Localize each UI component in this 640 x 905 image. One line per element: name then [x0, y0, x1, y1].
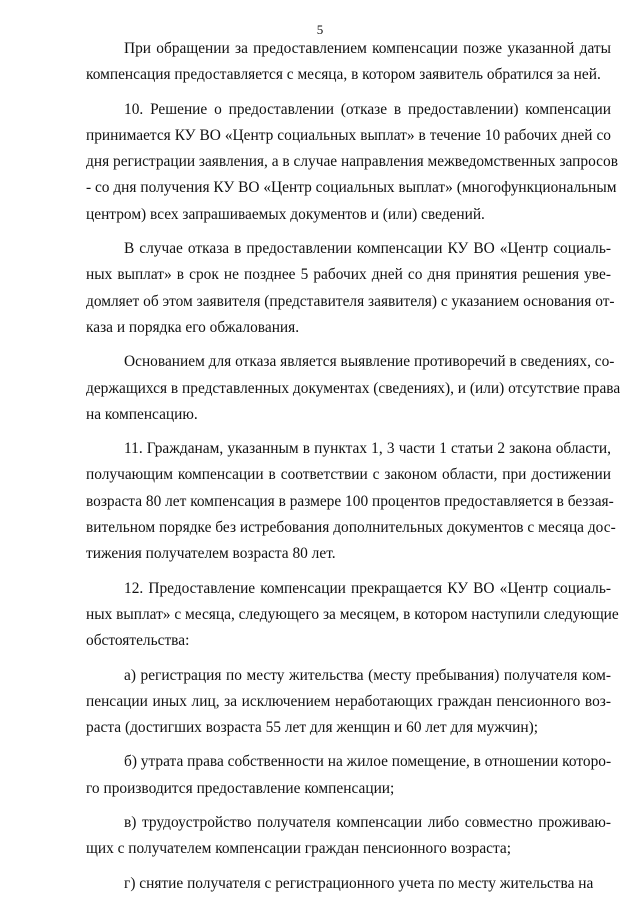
text-line: а) регистрация по месту жительства (месту пребывания) получателя ком-: [124, 666, 611, 684]
paragraph: [86, 810, 611, 863]
paragraph-gap: [86, 741, 611, 749]
text-line: г) снятие получателя с регистрационного учета по месту жительства на: [124, 874, 594, 892]
text-line: ных выплат» в срок не позднее 5 рабочих дней со дня принятия решения уве-: [86, 266, 611, 284]
paragraph-gap: [86, 89, 611, 97]
paragraph-gap: [86, 228, 611, 236]
text-line: держащихся в представленных документах (сведениях), и (или) отсутствие права: [86, 379, 621, 397]
text-line: пенсации иных лиц, за исключением неработающих граждан пенсионного воз-: [86, 692, 611, 710]
paragraph: [86, 97, 618, 228]
text-line: - со дня получения КУ ВО «Центр социальных выплат» (многофункциональным: [86, 179, 617, 197]
paragraph: [86, 236, 615, 341]
paragraph-gap: [86, 655, 611, 663]
text-line: щих с получателем компенсации граждан пенсионного возраста;: [86, 840, 512, 858]
text-line: возраста 80 лет компенсация в размере 100 процентов предоставляется в беззая-: [86, 492, 614, 510]
paragraph-gap: [86, 428, 611, 436]
paragraph: [86, 749, 611, 802]
text-line: го производится предоставление компенсации;: [86, 779, 395, 797]
text-line: домляет об этом заявителя (представителя заявителя) с указанием основания от-: [86, 292, 615, 310]
page-number: 5: [316, 22, 324, 37]
text-line: получающим компенсации в соответствии с законом области, при достижении: [86, 466, 611, 484]
text-line: вительном порядке без истребования дополнительных документов с месяца дос-: [86, 519, 616, 537]
text-line: 12. Предоставление компенсации прекращается КУ ВО «Центр социаль-: [124, 579, 611, 597]
text-line: б) утрата права собственности на жилое помещение, в отношении которо-: [124, 753, 612, 771]
paragraph-gap: [86, 341, 611, 349]
text-line: ных выплат» с месяца, следующего за месяцем, в котором наступили следующие: [86, 605, 619, 623]
text-line: В случае отказа в предоставлении компенсации КУ ВО «Центр социаль-: [124, 240, 611, 258]
text-line: дня регистрации заявления, а в случае направления межведомственных запросов: [86, 153, 618, 171]
paragraph: [86, 349, 621, 428]
text-line: тижения получателем возраста 80 лет.: [86, 545, 336, 563]
text-line: в) трудоустройство получателя компенсации либо совместно проживаю-: [124, 814, 611, 832]
text-line: центром) всех запрашиваемых документов и (или) сведений.: [86, 205, 485, 223]
text-line: При обращении за предоставлением компенсации позже указанной даты: [124, 40, 611, 57]
paragraph: [86, 436, 616, 567]
text-line: 11. Гражданам, указанным в пунктах 1, 3 части 1 статьи 2 закона области,: [124, 440, 611, 458]
text-line: на компенсацию.: [86, 405, 198, 423]
text-line: обстоятельства:: [86, 632, 190, 650]
text-line: принимается КУ ВО «Центр социальных выплат» в течение 10 рабочих дней со: [86, 126, 611, 144]
text-line: компенсация предоставляется с месяца, в котором заявитель обратился за ней.: [86, 66, 601, 84]
paragraph: [86, 36, 611, 89]
text-line: раста (достигших возраста 55 лет для женщин и 60 лет для мужчин);: [86, 719, 538, 737]
paragraph-gap: [86, 568, 611, 576]
paragraph-gap: [86, 802, 611, 810]
paragraph-gap: [86, 863, 611, 871]
paragraph: [86, 871, 611, 897]
paragraph: [86, 663, 611, 742]
text-line: каза и порядка его обжалования.: [86, 318, 300, 336]
text-line: 10. Решение о предоставлении (отказе в предоставлении) компенсации: [124, 100, 611, 118]
text-line: Основанием для отказа является выявление противоречий в сведениях, со-: [124, 353, 615, 371]
paragraph: [86, 576, 619, 655]
document-body: [86, 36, 621, 897]
